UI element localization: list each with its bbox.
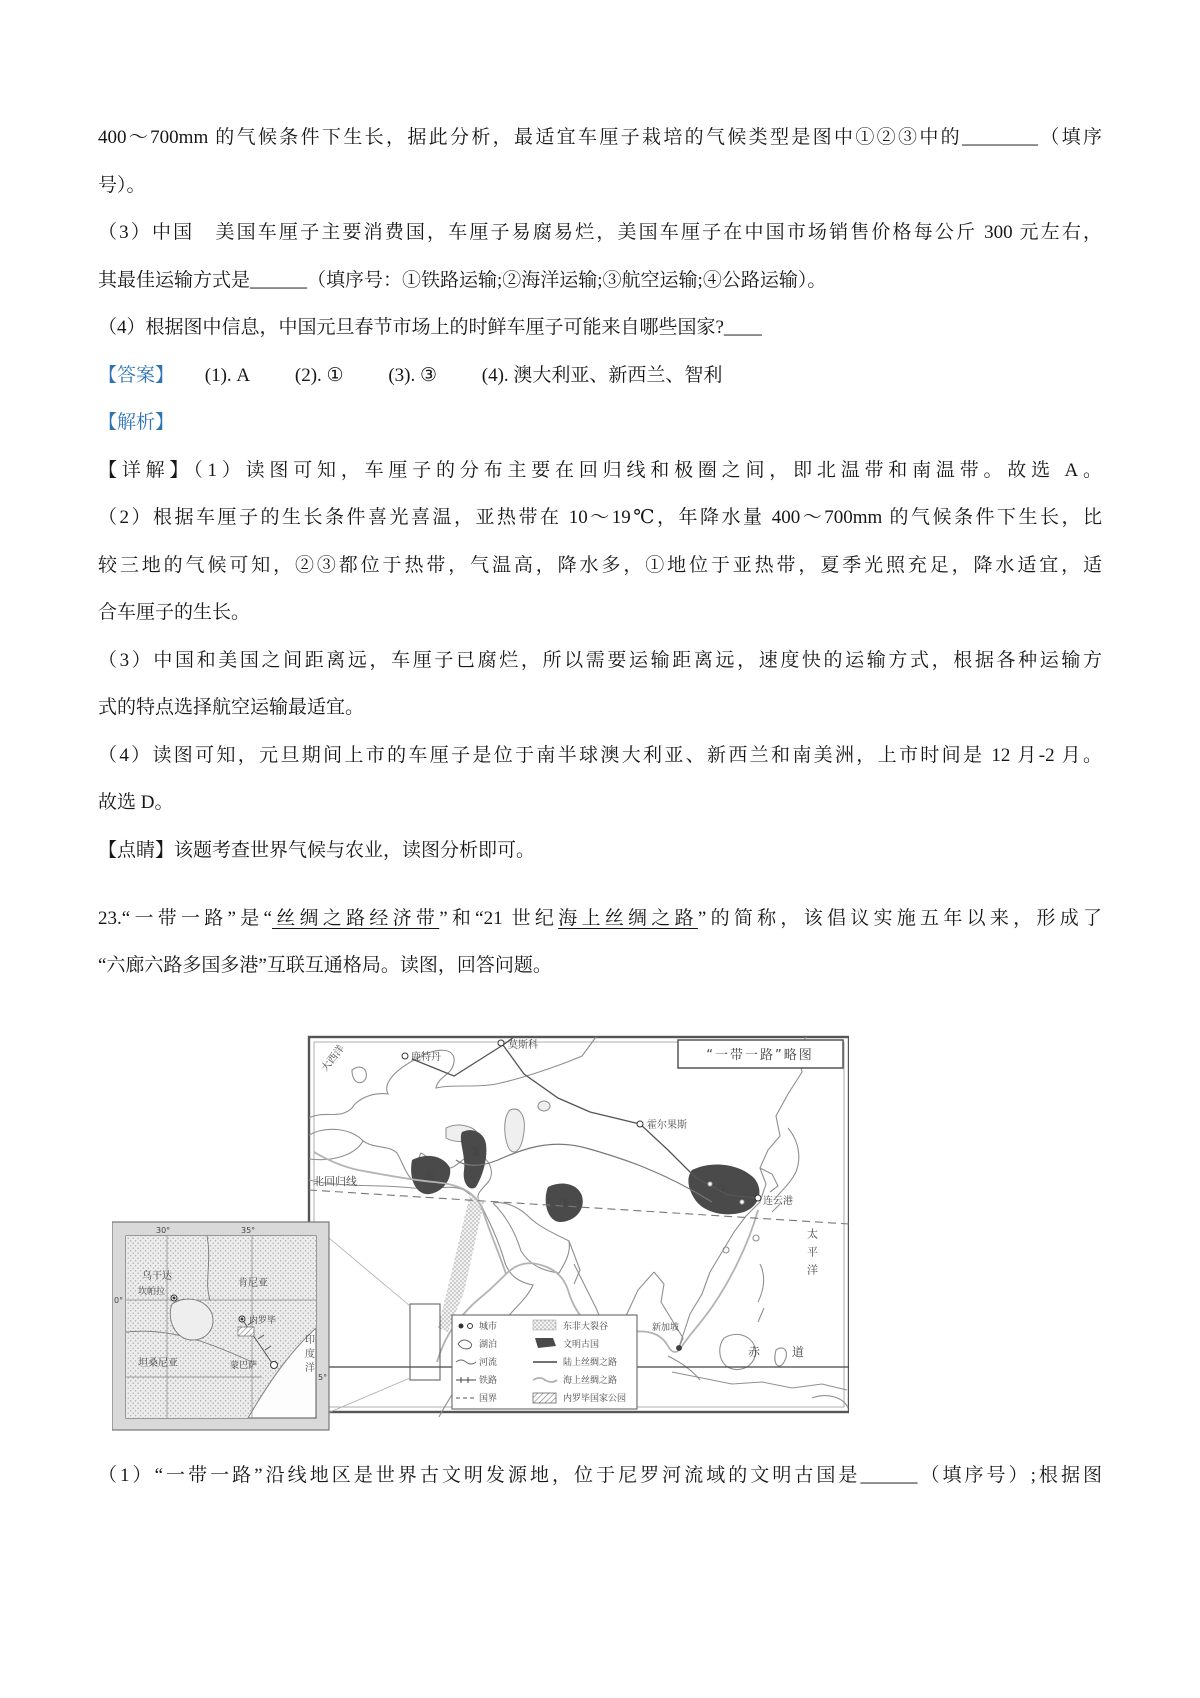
legend-left-3: 河流 bbox=[479, 1357, 498, 1368]
answer-item-1: (1). A bbox=[204, 364, 251, 386]
city-dot-china-1 bbox=[708, 1181, 712, 1185]
atlantic-label: 大西洋 bbox=[319, 1042, 347, 1074]
city-marker-rotterdam bbox=[402, 1053, 408, 1059]
explain-line-2: （2）根据车厘子的生长条件喜光喜温，亚热带在 10～19℃，年降水量 400～700mm 的气候条件下生长，比 bbox=[98, 507, 1102, 528]
lat0-label: 0° bbox=[114, 1295, 124, 1305]
region-number-1: ① bbox=[424, 1168, 436, 1183]
question22-sub3-line-1: （3）中国 美国车厘子主要消费国，车厘子易腐易烂，美国车厘子在中国市场销售价格每公斤 300 元左右， bbox=[98, 222, 1102, 243]
region-number-3: ③ bbox=[558, 1195, 570, 1210]
question23-line-2: “六廊六路多国多港”互联互通格局。读图，回答问题。 bbox=[98, 955, 552, 976]
question23-sub1: （1）“一带一路”沿线地区是世界古文明发源地，位于尼罗河流域的文明古国是______（填序号）;根据图 bbox=[98, 1464, 1102, 1486]
answer-item-4: (4). 澳大利亚、新西兰、智利 bbox=[481, 364, 723, 386]
explain-line-5: （3）中国和美国之间距离远，车厘子已腐烂，所以需要运输距离远，速度快的运输方式，根据各种运输方 bbox=[98, 649, 1102, 671]
legend-right-1: 东非大裂谷 bbox=[563, 1321, 609, 1332]
map-legend bbox=[452, 1315, 637, 1409]
pacific-ocean-label: 太平洋 bbox=[805, 1227, 819, 1282]
answer-line bbox=[98, 366, 1102, 385]
city-marker-khorgos bbox=[637, 1121, 643, 1127]
kenya-label: 肯尼亚 bbox=[238, 1277, 268, 1289]
belt-road-map bbox=[112, 1032, 849, 1442]
map-title-box bbox=[678, 1040, 843, 1068]
q23-text-e: ”的简称，该倡议实施五年以来，形成了 bbox=[697, 907, 1102, 929]
question22-sub3-line-2: 其最佳运输方式是______（填序号：①铁路运输;②海洋运输;③航空运输;④公路运输）。 bbox=[98, 269, 827, 291]
tropic-of-cancer-label: 北回归线 bbox=[313, 1174, 357, 1188]
city-marker-lianyungang bbox=[755, 1195, 761, 1201]
rotterdam-label: 鹿特丹 bbox=[411, 1051, 441, 1063]
lon30-label: 30° bbox=[156, 1225, 171, 1235]
tips-line: 【点睛】该题考查世界气候与农业，读图分析即可。 bbox=[98, 839, 536, 861]
q23-text-c: ”和“21 世纪 bbox=[439, 907, 559, 929]
city-dot-china-2 bbox=[740, 1199, 744, 1203]
legend-right-2: 文明古国 bbox=[563, 1339, 600, 1350]
region-number-4: ④ bbox=[717, 1182, 729, 1197]
analysis-label: 【解析】 bbox=[98, 412, 175, 433]
kampala-label: 坎帕拉 bbox=[138, 1286, 166, 1297]
belt-road-map-figure bbox=[98, 1004, 1102, 1444]
legend-left-4: 铁路 bbox=[479, 1375, 498, 1386]
q23-text-a: 23.“一带一路”是“ bbox=[98, 907, 272, 929]
legend-right-5: 内罗毕国家公园 bbox=[563, 1393, 627, 1404]
legend-right-4: 海上丝绸之路 bbox=[563, 1375, 618, 1386]
city-marker-moscow bbox=[498, 1040, 504, 1046]
answer-item-3: (3). ③ bbox=[388, 364, 438, 386]
lat5-label: 5° bbox=[318, 1372, 328, 1382]
lon35-label: 35° bbox=[241, 1225, 256, 1235]
explain-line-8: 故选 D。 bbox=[98, 792, 174, 813]
khorgos-label: 霍尔果斯 bbox=[647, 1119, 687, 1131]
answer-item-2: (2). ① bbox=[294, 364, 344, 386]
legend-left-2: 湖泊 bbox=[479, 1339, 498, 1350]
analysis-label-line bbox=[98, 413, 1102, 432]
port-marker-mombasa bbox=[271, 1361, 278, 1368]
region-number-2: ② bbox=[469, 1144, 481, 1159]
question22-line-2: 号）。 bbox=[98, 174, 146, 196]
q23-maritime-silk-road: 海上丝绸之路 bbox=[558, 907, 698, 929]
city-marker-singapore bbox=[677, 1345, 682, 1350]
q23-silk-road-belt: 丝绸之路经济带 bbox=[271, 907, 440, 929]
explain-line-6: 式的特点选择航空运输最适宜。 bbox=[98, 697, 365, 718]
nairobi-label: 内罗毕 bbox=[249, 1315, 277, 1326]
singapore-label: 新加坡 bbox=[652, 1322, 680, 1333]
equator-label: 赤 道 bbox=[748, 1344, 818, 1359]
lianyungang-label: 连云港 bbox=[763, 1195, 793, 1207]
mombasa-label: 蒙巴萨 bbox=[230, 1360, 258, 1371]
legend-right-3: 陆上丝绸之路 bbox=[563, 1357, 618, 1368]
question22-sub4: （4）根据图中信息，中国元旦春节市场上的时鲜车厘子可能来自哪些国家?____ bbox=[98, 317, 762, 338]
explain-line-4: 合车厘子的生长。 bbox=[98, 602, 251, 623]
indian-ocean-label: 印度洋 bbox=[302, 1333, 314, 1376]
moscow-label: 莫斯科 bbox=[508, 1039, 538, 1051]
legend-left-5: 国界 bbox=[479, 1393, 498, 1404]
explain-line-7: （4）读图可知，元旦期间上市的车厘子是位于南半球澳大利亚、新西兰和南美洲，上市时间是 12 月-2 月。 bbox=[98, 744, 1102, 766]
uganda-label: 乌干达 bbox=[142, 1270, 172, 1282]
explain-line-3: 较三地的气候可知，②③都位于热带，气温高，降水多，①地位于亚热带，夏季光照充足，降水适宜，适 bbox=[98, 554, 1102, 576]
question23-line-1 bbox=[98, 909, 1102, 928]
question22-line-1: 400～700mm 的气候条件下生长，据此分析，最适宜车厘子栽培的气候类型是图中①②③中的________（填序 bbox=[98, 127, 1102, 148]
inset-map bbox=[112, 1222, 329, 1430]
tanzania-label: 坦桑尼亚 bbox=[138, 1357, 178, 1369]
answer-label: 【答案】 bbox=[98, 364, 175, 386]
map-title: “一带一路”略图 bbox=[706, 1047, 814, 1063]
legend-left-1: 城市 bbox=[479, 1321, 498, 1332]
explain-line-1: 【详解】（1）读图可知，车厘子的分布主要在回归线和极圈之间，即北温带和南温带。故选 A。 bbox=[98, 459, 1102, 481]
